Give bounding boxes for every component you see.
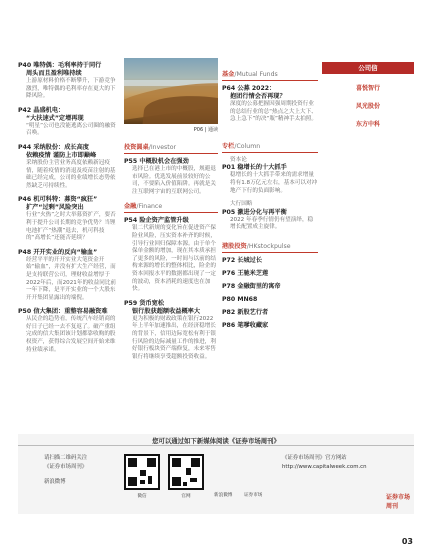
page-ref: P72 — [222, 256, 236, 264]
column-c — [222, 68, 318, 335]
qr-label: 官网 — [181, 494, 191, 499]
entry-summary: 采纳股份主营业务高度依赖新冠疫情，随着疫情的消退及疫苗注射的基础已经完成，公司的业绩增长态势依然缺乏可持续性。 — [26, 159, 116, 189]
footer-site-url[interactable]: http://www.capitalweek.com.cn — [282, 464, 367, 470]
entry-summary: 上游原材料价格不断攀升，下游竞争激烈，唯特偶的毛利率存在更大的下降风险。 — [26, 78, 116, 100]
page-ref: P82 — [222, 308, 236, 316]
footer-left-line: 请扫描二维码关注 — [44, 455, 88, 461]
section-header-column — [222, 142, 318, 153]
toc-entry[interactable] — [222, 85, 318, 124]
sidebar-item[interactable]: 喜悦智行 — [355, 85, 380, 92]
column-a — [18, 62, 118, 360]
entry-summary: 稳增长的十大抓手带来的需求增量将有1.8万亿元左右，基本可以对冲地产下行的负面影响。 — [230, 172, 318, 194]
section-title-en: /HKstockpulse — [246, 242, 291, 250]
section-title-en: /Investor — [148, 144, 177, 151]
entry-title: 稳增长的十大抓手 — [237, 164, 287, 172]
page-ref: P46 — [18, 196, 32, 204]
section-title-en: /Mutual Funds — [234, 71, 278, 78]
entry-title: 中概股机会在强劲 — [139, 158, 189, 165]
entry-title: 公募 2022： — [237, 85, 276, 92]
entry-title: 唯特偶：毛利率持于同行 — [33, 62, 102, 69]
brand-stamp: 证券市场周刊 — [386, 494, 411, 510]
entry-title: MN68 — [237, 295, 258, 303]
page-ref: P78 — [222, 282, 236, 290]
entry-subtitle: 依赖疫情 谨防上市即巅峰 — [26, 151, 97, 159]
section-title: 基金 — [222, 71, 235, 78]
photo-caption: P06 | 通读 — [193, 127, 218, 133]
page-ref: P76 — [222, 269, 236, 277]
page-ref: P44 — [18, 143, 32, 151]
entry-summary: 经营平平的开开实业大笔资金开始“输血”，并没有扩大生产经营，而是支持联营公司，理财收益增厚于2022年后，而2021年的收益同比前一年下降，是平开实业的一个大股东开开集团显露出的端倪。 — [26, 256, 117, 301]
toc-entry[interactable] — [222, 164, 318, 195]
cover-photo — [124, 58, 218, 124]
toc-entry[interactable] — [18, 107, 118, 138]
section-title-en: /Finance — [136, 203, 163, 211]
toc-entry[interactable] — [222, 257, 318, 265]
page-ref: P54 — [124, 217, 138, 225]
entry-title: 新股艺行者 — [237, 308, 269, 316]
page-ref: P01 — [222, 164, 236, 172]
section-title-en: /Column — [234, 142, 261, 150]
toc-entry[interactable] — [222, 209, 318, 232]
company-sidebar — [322, 62, 414, 422]
section-header-fund — [222, 70, 318, 81]
entry-subtitle: “大扶速式”定增再现 — [26, 114, 84, 122]
page-ref: P55 — [124, 158, 138, 165]
entry-title: 金融街里的寓帝 — [237, 282, 281, 290]
qr-code-icon[interactable] — [124, 454, 160, 490]
entry-subtitle: 周头而且盈利唯持续 — [26, 70, 82, 77]
entry-summary: 更为积极的财政政策在银行2022年上半年加速推出，在经济稳增长的背景下，信用边际宽松有利于银行风险的边际减量工作的推进，利好银行板块资产端修复，未来零售银行将继续享受超额投资收益。 — [132, 315, 216, 360]
entry-title: 笔嗲收藏家 — [237, 321, 269, 329]
toc-entry[interactable] — [222, 322, 318, 330]
section-header-finance — [124, 202, 218, 213]
toc-entry[interactable] — [18, 62, 118, 101]
page-ref: P86 — [222, 321, 236, 329]
entry-title: 激进分化与再平衡 — [237, 208, 287, 216]
page-ref: P64 — [222, 85, 236, 92]
page-ref: P80 — [222, 295, 236, 303]
entry-title: 险企资产监管升级 — [139, 217, 189, 225]
toc-entry[interactable] — [18, 308, 118, 354]
entry-summary: 行业“火热”之时大举募资扩产，要否利于提升公司长期的竞争优势？当锂电池扩产“热潮”退去，机可科技的“高增长”还能否延续？ — [26, 212, 116, 242]
toc-entry[interactable] — [124, 217, 218, 293]
page-number: 03 — [401, 537, 413, 546]
column-b — [124, 58, 218, 367]
entry-title: 采纳股份：成长高度 — [33, 143, 89, 151]
footer-title: 您可以通过如下新媒体阅读《证券市场周刊》 — [152, 437, 280, 445]
entry-subtitle: 抱团行情会否再现？ — [230, 93, 286, 100]
footer-left-text — [44, 454, 114, 487]
entry-title: 开开实业的反向“输血” — [33, 248, 98, 256]
toc-entry[interactable] — [124, 158, 218, 196]
wechat-logo: 证券市场 — [244, 493, 263, 498]
toc-entry[interactable] — [222, 283, 318, 291]
footer-left-line: 《证券市场周刊》 — [44, 464, 88, 470]
sidebar-header: 公司信 — [322, 62, 414, 74]
entry-title: 机可科特：募资“疯狂” — [33, 196, 98, 204]
media-footer — [18, 434, 414, 514]
page-ref: P50 — [18, 308, 32, 316]
footer-site-title: 《证券市场周刊》官方网站 — [282, 455, 347, 461]
qr-label: 微信 — [137, 494, 147, 499]
section-title: 港股投资 — [222, 242, 247, 250]
page-ref: P48 — [18, 248, 32, 256]
entry-summary: 从民企的趋势看，传统汽车经销商的好日子已经一去不复返了。破产重组完成的信大集团该计划都靠收购的股权资产，获得综合发展空间开始来维持业绩承诺。 — [26, 316, 116, 353]
section-title: 金融 — [124, 203, 137, 211]
entry-summary: 2022 年春季行情仍有望演绎，稳增长配置成主旋律。 — [230, 216, 314, 231]
toc-entry[interactable] — [222, 296, 318, 304]
qr-code-icon[interactable] — [168, 454, 204, 490]
entry-subtitle: 银行股获超额收益概率大 — [132, 307, 201, 315]
toc-entry[interactable] — [124, 300, 218, 362]
column-sub-heading: 大行国略 — [230, 201, 253, 208]
entry-summary: 选择已在港上市的中概股，规避退市风险。优选发展前景较好的公司，不要陷入价值陷阱。再就是关注互联网宇宙的互联网公司。 — [132, 166, 216, 195]
section-header-investor — [124, 143, 218, 154]
entry-title: 长城过长 — [237, 256, 263, 264]
page-ref: P05 — [222, 208, 236, 216]
entry-title: 王驰米芝莲 — [237, 269, 269, 277]
entry-title: 信大集团：重整容易融资难 — [33, 308, 108, 316]
sidebar-item[interactable]: 东方中科 — [355, 121, 380, 128]
toc-entry[interactable] — [222, 309, 318, 317]
entry-title: 晶盛机电： — [33, 106, 65, 114]
page-ref: P42 — [18, 106, 32, 114]
toc-entry[interactable] — [18, 144, 118, 190]
toc-entry[interactable] — [18, 249, 118, 303]
page-ref: P40 — [18, 62, 32, 69]
entry-summary: 银二代新规的变化旨在促进资产保险业风险，压实资本补齐的时候，引导行业回归保障本源。由于单个保单金额的增加，现在其本质承担了更多的风险，一时间与以前的结构来源的增长的整体相比，险企的资本回报水平的数据都出现了一定的波动，资本消耗的速度也在加快。 — [132, 225, 216, 293]
toc-entry[interactable] — [18, 196, 118, 242]
entry-title: 货币宽松 — [139, 299, 165, 307]
section-header-hk — [222, 242, 318, 253]
footer-divider — [18, 445, 414, 446]
section-title: 专栏 — [222, 142, 235, 150]
page-ref: P59 — [124, 299, 138, 307]
footer-right-text — [282, 454, 392, 472]
weibo-logo: 新浪微博 — [214, 493, 233, 498]
entry-summary: “明星”公司也没能逃离公司圈的融资召唤。 — [26, 122, 116, 137]
footer-left-line: 新浪微博 — [44, 479, 66, 485]
entry-summary: 深度的公募把握因强周期投资行业的总结行业的总“热点之大上大下、急上急下”的决“瓶”精神手太拍照。 — [230, 101, 318, 123]
entry-subtitle: 扩产“过剩”风险突出 — [26, 204, 84, 212]
section-title: 投资圆桌 — [124, 144, 149, 151]
sidebar-item[interactable]: 风光股份 — [355, 103, 380, 110]
column-sub-heading: 资本论 — [230, 156, 247, 163]
toc-entry[interactable] — [222, 270, 318, 278]
